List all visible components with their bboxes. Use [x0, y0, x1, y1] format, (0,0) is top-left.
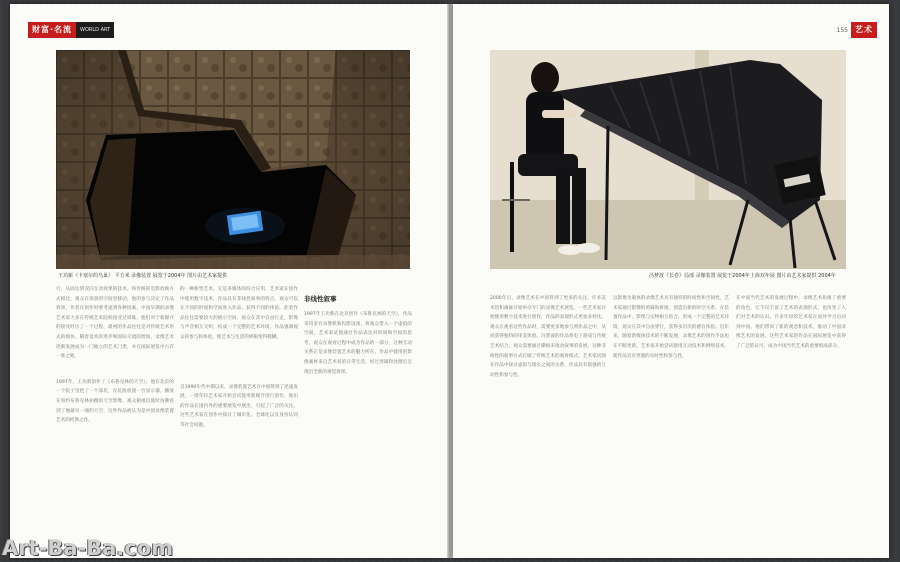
section-heading: 非线性叙事 [304, 295, 337, 303]
right-page [453, 4, 889, 558]
left-badge-red-label: 财富·名流 [28, 22, 76, 38]
left-badge-dark-label: WORLD ART [76, 22, 114, 38]
viewer-with-camera-image [490, 50, 846, 269]
right-col2-paragraph: 以影像为载体的录像艺术具有独特的时间性和空间性，艺术家通过影像的剪辑和拼接，创造出新的时空关系。在装置作品中，影像与实物相互结合，形成一个完整的艺术环境，观众在其中自由穿行，获得多层次的感官体验。近年来，随着新媒体技术的不断发展，录像艺术的创作手法也在不断更新，艺术家开始尝试使用互动技术和网络技术，使作品具有更强的实时性和参与性。 [613, 296, 729, 359]
left-page [10, 4, 447, 558]
left-column-2 [180, 285, 298, 435]
left-col1-paragraph-2: 1997年，王功新创作了《布鲁克林的天空》，他在北京的一个院子里挖了一个深坑，在坑底放置一台显示器，播放在纽约布鲁克林拍摄的天空影像，观众俯视坑底时仿佛看到了地球另一端的天空，这件作品被认为是中国录像装置艺术的经典之作。 [56, 379, 174, 424]
left-col2-paragraph-1: 的一种新型艺术，它是多媒体的综合应用，艺术家在创作中使用数字技术，作品具有非线性叙事的特点，观众可以在不同的时间和空间进入作品，获得不同的体验。此类作品往往需要较大的展示空间，观众在其中自由行走，影像与声音相互交织，构成一个完整的艺术环境。作品强调观众的参与和体验，使艺术与生活的界限变得模糊。 [180, 287, 298, 340]
left-col2-paragraph-2: 自1990年代中期以来，录像装置艺术在中国得到了迅速发展，一批年轻艺术家开始尝试使用新媒介进行创作，他们的作品在国内外的重要展览中展出，引起了广泛的关注。这些艺术家在创作中探讨了城市化、全球化以及身份认同等社会问题。 [180, 384, 298, 428]
left-column-1 [56, 285, 174, 430]
right-badge-red-label: 艺术 [851, 22, 877, 38]
right-column-2 [613, 294, 729, 365]
left-col1-paragraph-1: 行，从而达到双向互动效果的技术，和传统的电影放映方式相比，观众在场景的空间里移动，他的参与决定了作品效果，作者在创作时要考虑到各种因素。中国早期的录像艺术家大多在传统艺术院校接受过训练，他们对于新媒介的接受经历了一个过程，最初的作品往往是对传统艺术形式的模仿。随着技术的进步和国际交流的增加，录像艺术逐渐发展成为一门独立的艺术门类，并在国际展览中占有一席之地。 [56, 287, 174, 360]
right-header-badge [834, 22, 877, 38]
pit-installation-image [56, 50, 410, 269]
right-col3-paragraph: 在中国当代艺术的发展过程中，录像艺术扮演了重要的角色，它不仅丰富了艺术的表现形式，也改变了人们对艺术的认识。许多年轻的艺术家在国外学习后回到中国，他们带回了新的观念和技术，推动了中国录像艺术的发展。这些艺术家的作品在国际展览中获得了广泛的认可，成为中国当代艺术的重要组成部分。 [736, 296, 846, 349]
page-number: 155 [834, 22, 851, 38]
left-column-3 [304, 310, 412, 381]
right-photo-installation [490, 50, 846, 269]
site-watermark: Art-Ba-Ba.com [2, 536, 174, 560]
left-col3-paragraph-1: 1997年王功新在北京创作《布鲁克林的天空》，作品采用多台录像机和投影设备，将观众带入一个虚拟的空间，艺术家试图通过作品表达对时间和空间的思考，观众在观看过程中成为作品的一部分，这种互动关系正是录像装置艺术的魅力所在。作品中使用的影像素材来自艺术家的日常生活，经过剪辑和处理后呈现出全新的视觉效果。 [304, 312, 412, 375]
right-column-1 [490, 294, 606, 384]
right-column-3 [736, 294, 846, 356]
left-photo-installation [56, 50, 410, 269]
left-header-badge [28, 22, 114, 38]
right-col1-paragraph: 2000年后，录像艺术在中国得到了更多的关注，许多美术馆和画廊开始举办专门的录像艺术展览，一些艺术家开始使用数字技术进行创作，作品的表现形式更加多样化。观众在观看这些作品时，需要更多地参与到作品之中，从而获得独特的审美体验。冯梦波的作品将电子游戏与传统艺术结合，观众需要通过操纵来推动叙事的发展，这种非线性的叙事方式打破了传统艺术的观看模式。艺术家试图在作品中探讨虚拟与现实之间的关系，作品具有很强的互动性和参与性。 [490, 296, 606, 378]
right-photo-caption: 冯梦波《长卷》局部 录像装置 展览于2004年上海双年展 图片由艺术家提供 2004年 [649, 273, 836, 279]
left-photo-caption: 王功新《卡塞尔的鸟巢》 平方米 录像装置 展览于2004年 图片由艺术家提供 [58, 273, 228, 279]
